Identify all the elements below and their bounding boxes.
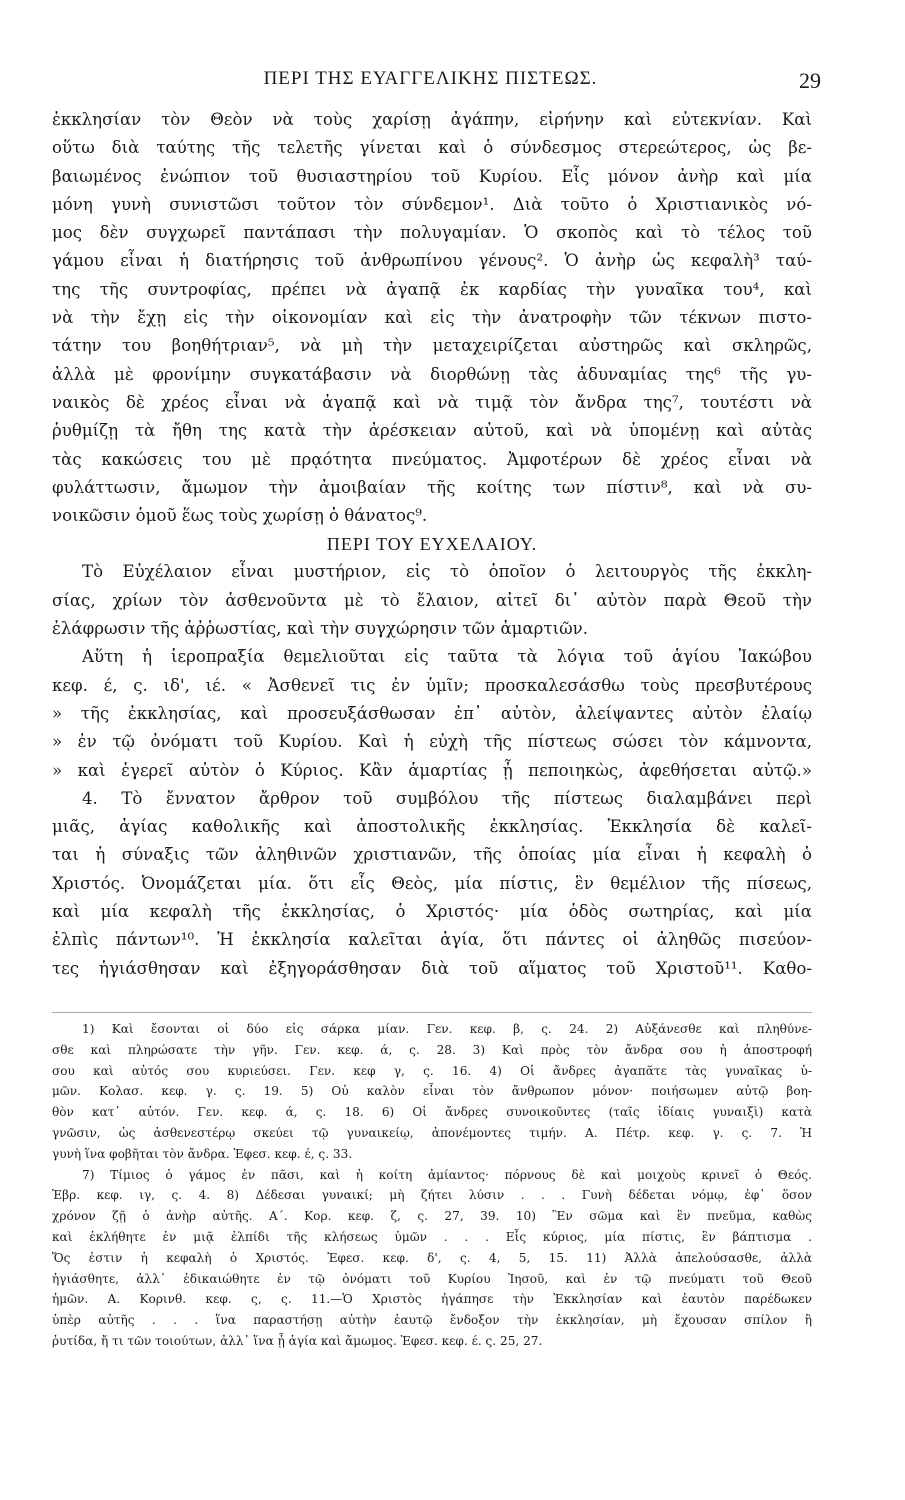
running-title: ΠΕΡΙ ΤΗΣ ΕΥΑΓΓΕΛΙΚΗΣ ΠΙΣΤΕΩΣ. — [263, 68, 598, 89]
text-line: ἐλάφρωσιν τῆς ἀῤῥωστίας, καὶ τὴν συγχώρησιν τῶν ἁμαρτιῶν. — [52, 619, 588, 639]
footnote-line: ῥυτίδα, ἤ τι τῶν τοιούτων, ἀλλ᾽ ἵνα ᾖ ἁγία καὶ ἄμωμος. Ἐφεσ. κεφ. έ. ς. 25, 27. — [52, 1333, 543, 1348]
text-line: ναικὸς δὲ χρέος εἶναι νὰ ἀγαπᾷ καὶ νὰ τιμᾷ τὸν ἄνδρα της⁷, τουτέστι νὰ — [52, 392, 812, 412]
text-line: μόνη γυνὴ συνιστῶσι τοῦτον τὸν σύνδεμον¹. Διὰ τοῦτο ὁ Χριστιανικὸς νό- — [52, 194, 812, 214]
footnote-line: σου καὶ αὐτός σου κυριεύσει. Γεν. κεφ γ, ς. 16. 4) Οἱ ἄνδρες ἀγαπᾶτε τὰς γυναῖκας ὑ- — [52, 1063, 812, 1078]
footnote-line: ὑπὲρ αὐτῆς . . . ἵνα παραστήσῃ αὐτὴν ἑαυτῷ ἔνδοξον τὴν ἐκκλησίαν, μὴ ἔχουσαν σπίλον ἢ — [52, 1313, 812, 1328]
section-heading: ΠΕΡΙ ΤΟΥ ΕΥΧΕΛΑΙΟΥ. — [326, 534, 538, 555]
text-line: μος δὲν συγχωρεῖ παντάπασι τὴν πολυγαμίαν. Ὁ σκοπὸς καὶ τὸ τέλος τοῦ — [52, 223, 812, 243]
footnote-line: ἡμῶν. Α. Κορινθ. κεφ. ς, ς. 11.—Ὁ Χριστὸς ἠγάπησε τὴν Ἐκκλησίαν καὶ ἑαυτὸν παρέδωκεν — [52, 1292, 812, 1307]
footnote-line: Ἑβρ. κεφ. ιγ, ς. 4. 8) Δέδεσαι γυναικί; μὴ ζήτει λύσιν . . . Γυνὴ δέδεται νόμῳ, ἐφ᾽ ὅσον — [52, 1188, 812, 1203]
text-line: τες ἡγιάσθησαν καὶ ἐξηγοράσθησαν διὰ τοῦ αἵματος τοῦ Χριστοῦ¹¹. Καθο- — [52, 958, 812, 978]
footnote-line: 1) Καὶ ἔσονται οἱ δύο εἰς σάρκα μίαν. Γεν. κεφ. β, ς. 24. 2) Αὐξάνεσθε καὶ πληθύνε- — [82, 1022, 812, 1036]
text-line: ται ἡ σύναξις τῶν ἀληθινῶν χριστιανῶν, τῆς ὁποίας μία εἶναι ἡ κεφαλὴ ὁ — [52, 845, 812, 865]
footnote-line: σθε καὶ πληρώσατε τὴν γῆν. Γεν. κεφ. ά, ς. 28. 3) Καὶ πρὸς τὸν ἄνδρα σου ἡ ἀποστροφή — [52, 1042, 812, 1057]
text-line: Τὸ Εὐχέλαιον εἶναι μυστήριον, εἰς τὸ ὁποῖον ὁ λειτουργὸς τῆς ἐκκλη- — [82, 562, 812, 582]
text-line: καὶ μία κεφαλὴ τῆς ἐκκλησίας, ὁ Χριστός· μία ὁδὸς σωτηρίας, καὶ μία — [52, 902, 812, 922]
text-line: » τῆς ἐκκλησίας, καὶ προσευξάσθωσαν ἐπ᾽ αὐτὸν, ἀλείψαντες αὐτὸν ἐλαίῳ — [52, 703, 812, 723]
footnote-line: μῶν. Κολασ. κεφ. γ. ς. 19. 5) Οὐ καλὸν εἶναι τὸν ἄνθρωπον μόνον· ποιήσωμεν αὐτῷ βοη- — [52, 1084, 812, 1099]
text-line: ἀλλὰ μὲ φρονίμην συγκατάβασιν νὰ διορθώνῃ τὰς ἀδυναμίας της⁶ τῆς γυ- — [52, 364, 812, 384]
text-line: νοικῶσιν ὁμοῦ ἕως τοὺς χωρίσῃ ὁ θάνατος⁹. — [52, 506, 428, 526]
footnote-line: γυνὴ ἵνα φοβῆται τὸν ἄνδρα. Ἐφεσ. κεφ. έ, ς. 33. — [52, 1146, 353, 1161]
footnote-line: ἡγιάσθητε, ἀλλ᾽ ἐδικαιώθητε ἐν τῷ ὀνόματι τοῦ Κυρίου Ἰησοῦ, καὶ ἐν τῷ πνεύματι τοῦ Θεοῦ — [52, 1271, 812, 1286]
text-line: οὕτω διὰ ταύτης τῆς τελετῆς γίνεται καὶ ὁ σύνδεσμος στερεώτερος, ὡς βε- — [52, 138, 812, 158]
footnote-line: Ὅς ἐστιν ἡ κεφαλὴ ὁ Χριστός. Ἐφεσ. κεφ. δ', ς. 4, 5, 15. 11) Ἀλλὰ ἀπελούσασθε, ἀλλὰ — [52, 1250, 812, 1265]
text-line: 4. Τὸ ἔννατον ἄρθρον τοῦ συμβόλου τῆς πίστεως διαλαμβάνει περὶ — [82, 788, 812, 808]
running-header — [52, 68, 821, 98]
page-number: 29 — [799, 68, 821, 93]
footnote-line: χρόνον ζῇ ὁ ἀνὴρ αὐτῆς. Α΄. Κορ. κεφ. ζ, ς. 27, 39. 10) Ἓν σῶμα καὶ ἓν πνεῦμα, καθὼς — [52, 1209, 812, 1224]
text-line: κεφ. έ, ς. ιδ', ιέ. « Ἀσθενεῖ τις ἐν ὑμῖν; προσκαλεσάσθω τοὺς πρεσβυτέρους — [52, 675, 812, 695]
footnote-line: γνῶσιν, ὡς ἀσθενεστέρῳ σκεύει τῷ γυναικείῳ, ἀπονέμοντες τιμήν. Α. Πέτρ. κεφ. γ. ς. 7. Ἡ — [52, 1125, 812, 1140]
text-line: βαιωμένος ἐνώπιον τοῦ θυσιαστηρίου τοῦ Κυρίου. Εἷς μόνον ἀνὴρ καὶ μία — [52, 166, 812, 186]
text-line: » καὶ ἐγερεῖ αὐτὸν ὁ Κύριος. Κἂν ἁμαρτίας ᾖ πεποιηκὼς, ἀφεθήσεται αὐτῷ.» — [52, 760, 812, 780]
footnote-divider — [52, 1012, 812, 1013]
text-line: » ἐν τῷ ὀνόματι τοῦ Κυρίου. Καὶ ἡ εὐχὴ τῆς πίστεως σώσει τὸν κάμνοντα, — [52, 732, 812, 752]
text-line: σίας, χρίων τὸν ἀσθενοῦντα μὲ τὸ ἔλαιον, αἰτεῖ δι᾽ αὐτὸν παρὰ Θεοῦ τὴν — [52, 590, 812, 610]
footnotes — [52, 1019, 812, 1352]
text-line: ῥυθμίζῃ τὰ ἤθη της κατὰ τὴν ἀρέσκειαν αὐτοῦ, καὶ νὰ ὑπομένῃ καὶ αὐτὰς — [52, 421, 812, 441]
text-line: Χριστός. Ὀνομάζεται μία. ὅτι εἷς Θεὸς, μία πίστις, ἓν θεμέλιον τῆς πίσεως, — [52, 873, 812, 893]
text-line: Αὕτη ἡ ἱεροπραξία θεμελιοῦται εἰς ταῦτα τὰ λόγια τοῦ ἁγίου Ἰακώβου — [82, 647, 812, 667]
text-line: τάτην του βοηθήτριαν⁵, νὰ μὴ τὴν μεταχειρίζεται αὐστηρῶς καὶ σκληρῶς, — [52, 336, 812, 356]
text-line: γάμου εἶναι ἡ διατήρησις τοῦ ἀνθρωπίνου γένους². Ὁ ἀνὴρ ὡς κεφαλὴ³ ταύ- — [52, 251, 812, 271]
text-line: της τῆς συντροφίας, πρέπει νὰ ἀγαπᾷ ἐκ καρδίας τὴν γυναῖκα του⁴, καὶ — [52, 279, 812, 299]
footnote-line: 7) Τίμιος ὁ γάμος ἐν πᾶσι, καὶ ἡ κοίτη ἀμίαντος· πόρνους δὲ καὶ μοιχοὺς κρινεῖ ὁ Θεός. — [82, 1167, 812, 1182]
text-line: ἐκκλησίαν τὸν Θεὸν νὰ τοὺς χαρίσῃ ἀγάπην, εἰρήνην καὶ εὐτεκνίαν. Καὶ — [52, 110, 812, 129]
text-line: τὰς κακώσεις του μὲ πρᾳότητα πνεύματος. Ἀμφοτέρων δὲ χρέος εἶναι νὰ — [52, 449, 812, 469]
main-text — [52, 106, 812, 983]
text-line: φυλάττωσιν, ἄμωμον τὴν ἀμοιβαίαν τῆς κοίτης των πίστιν⁸, καὶ νὰ συ- — [52, 477, 812, 497]
footnote-line: θὸν κατ᾽ αὐτόν. Γεν. κεφ. ά, ς. 18. 6) Οἱ ἄνδρες συνοικοῦντες (ταῖς ἰδίαις γυναιξὶ) κατὰ — [52, 1105, 812, 1120]
text-line: ἐλπὶς πάντων¹⁰. Ἡ ἐκκλησία καλεῖται ἁγία, ὅτι πάντες οἱ ἀληθῶς πισεύον- — [52, 930, 812, 950]
text-line: μιᾶς, ἁγίας καθολικῆς καὶ ἀποστολικῆς ἐκκλησίας. Ἐκκλησία δὲ καλεῖ- — [52, 817, 812, 837]
text-line: νὰ τὴν ἔχῃ εἰς τὴν οἰκονομίαν καὶ εἰς τὴν ἀνατροφὴν τῶν τέκνων πιστο- — [52, 308, 812, 328]
footnote-line: καὶ ἐκλήθητε ἐν μιᾷ ἐλπίδι τῆς κλήσεως ὑμῶν . . . Εἷς κύριος, μία πίστις, ἓν βάπτισμα . — [52, 1229, 812, 1244]
